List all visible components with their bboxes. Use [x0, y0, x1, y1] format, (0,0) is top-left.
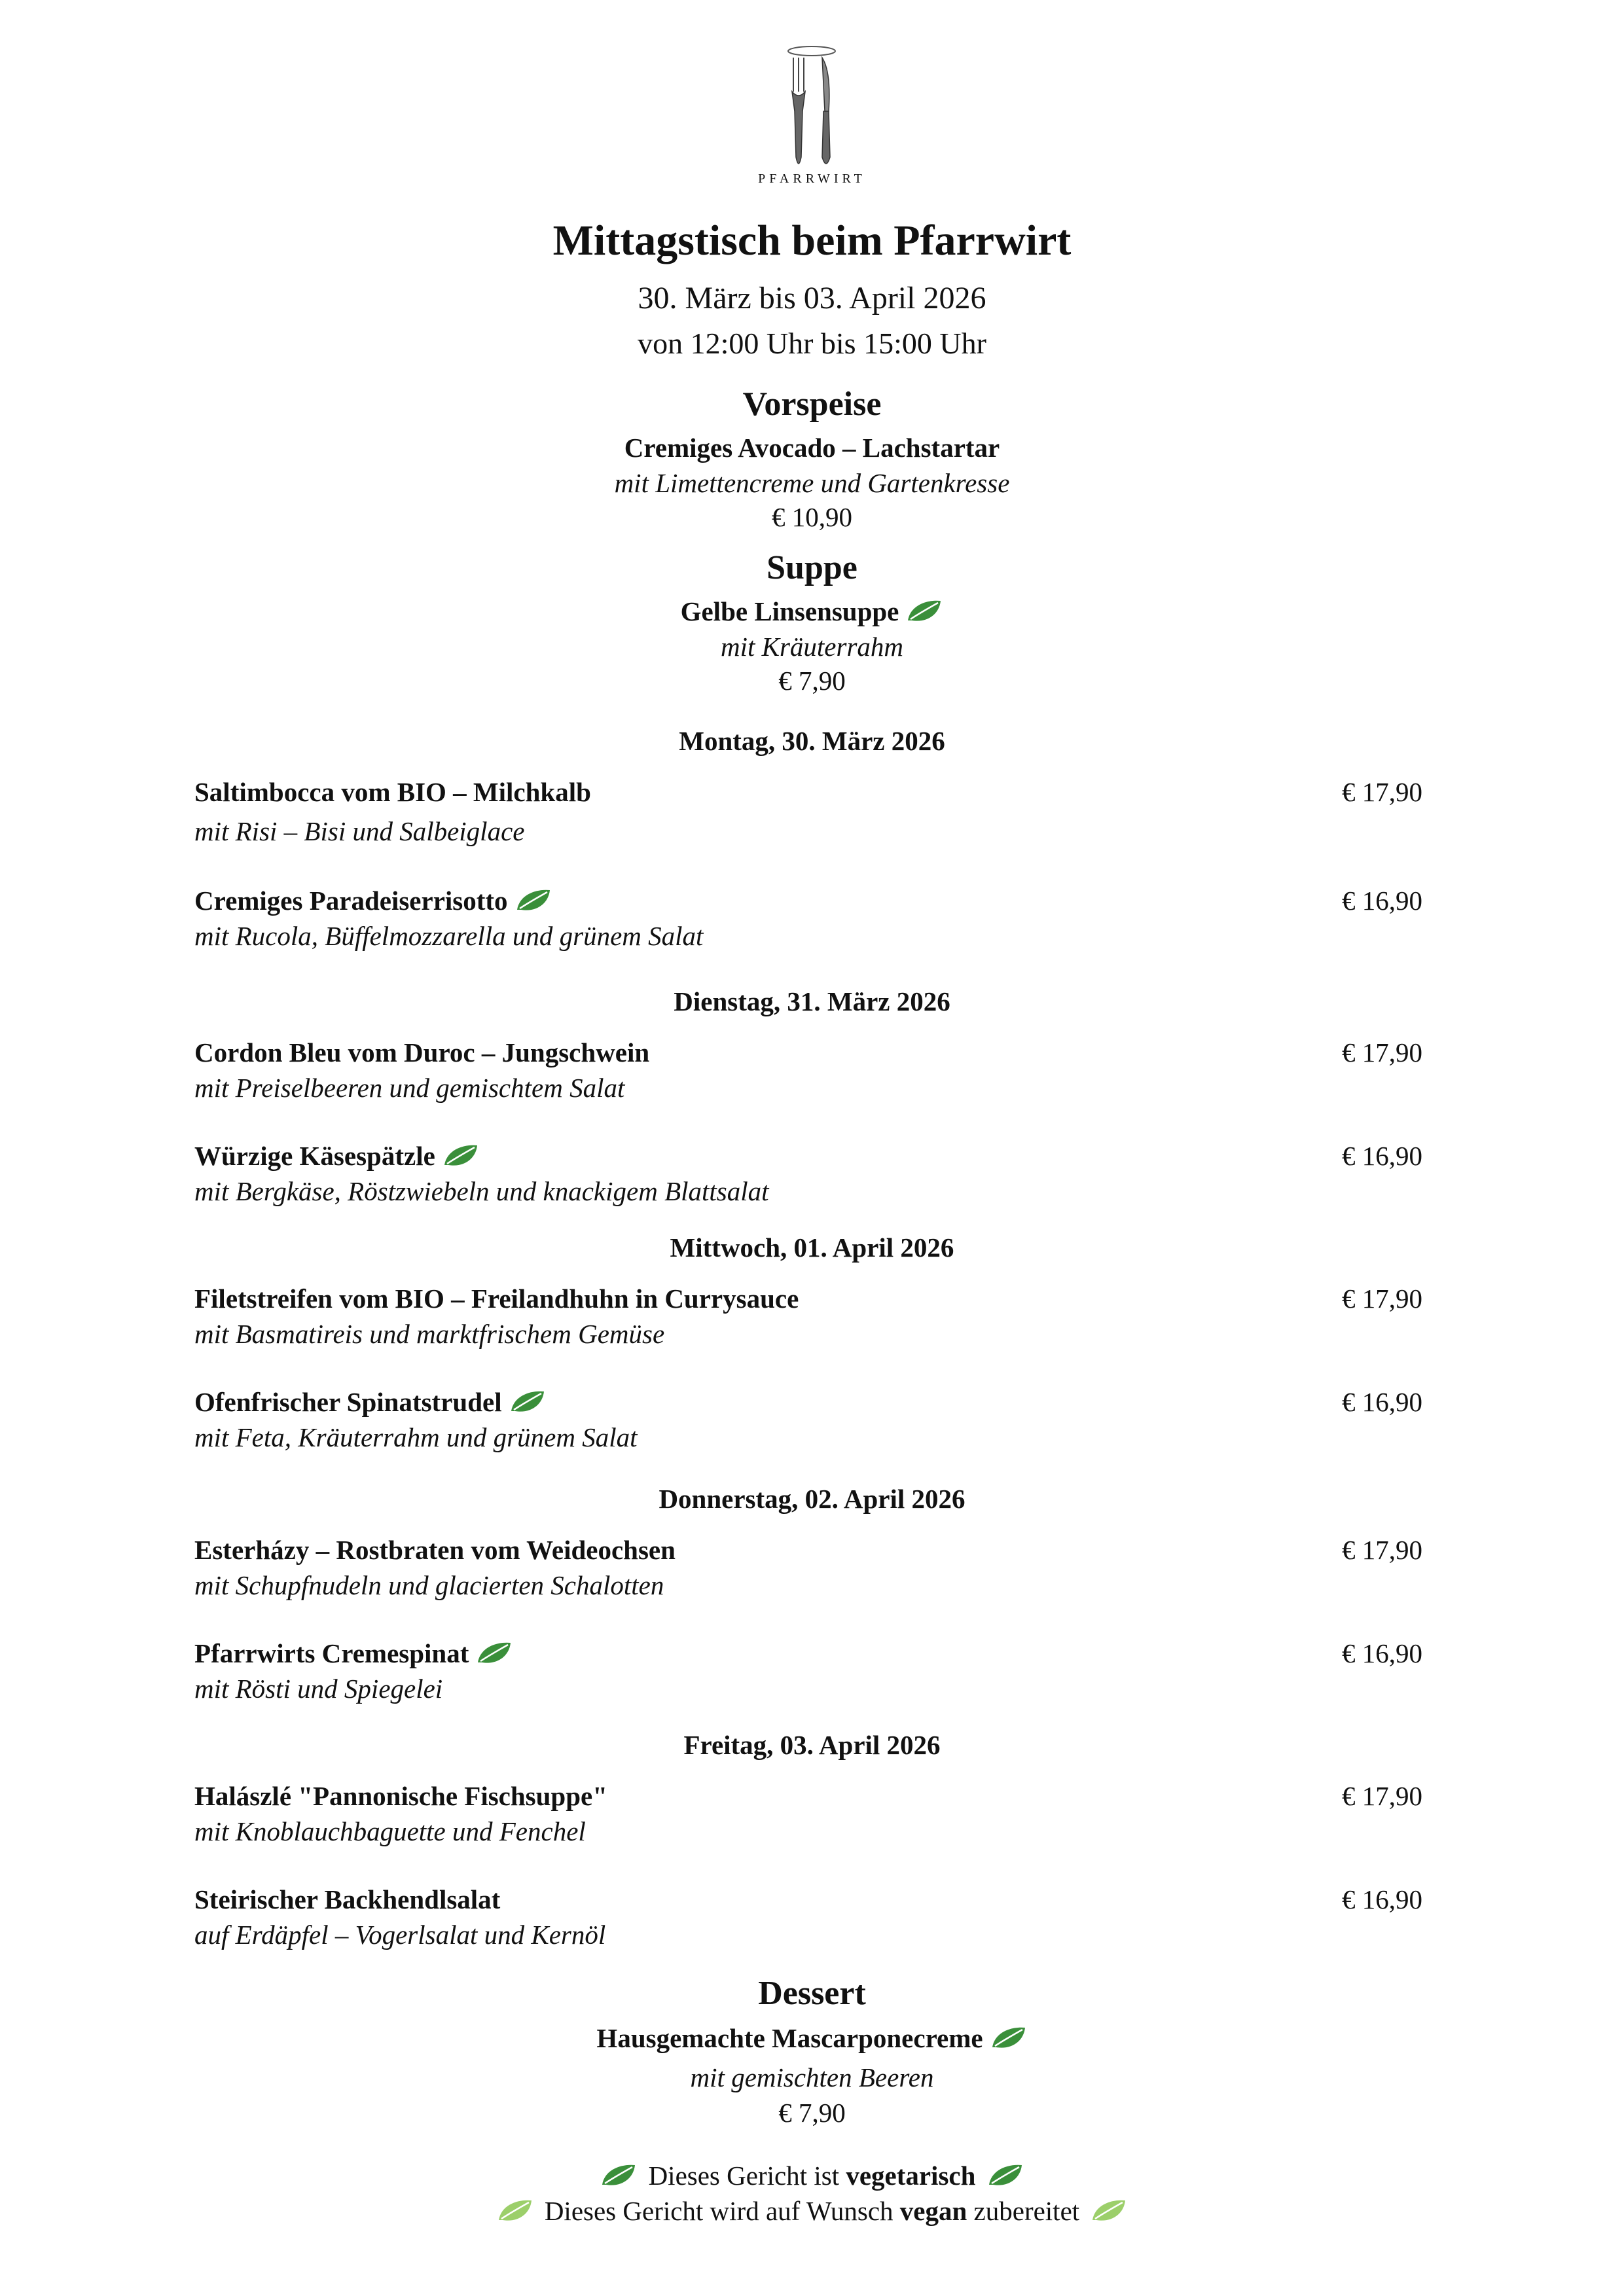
- dish-desc: mit Basmatireis und marktfrischem Gemüse: [194, 1319, 665, 1349]
- dish-name-text: Pfarrwirts Cremespinat: [194, 1638, 469, 1668]
- dish-price: € 17,90: [1342, 1781, 1422, 1811]
- restaurant-logo: [766, 39, 857, 190]
- vegan-leaf-icon: [496, 2198, 534, 2224]
- dish-desc: mit Schupfnudeln und glacierten Schalotten: [194, 1570, 664, 1600]
- starter-price: € 10,90: [772, 502, 852, 532]
- vegetarian-leaf-icon: [475, 1640, 513, 1666]
- soup-price: € 7,90: [778, 666, 846, 696]
- serving-hours: von 12:00 Uhr bis 15:00 Uhr: [638, 327, 986, 360]
- day-heading-thursday: Donnerstag, 02. April 2026: [659, 1484, 965, 1514]
- dish-name: Cordon Bleu vom Duroc – Jungschwein: [194, 1037, 650, 1067]
- dish-name: [194, 1386, 547, 1418]
- day-heading-wednesday: Mittwoch, 01. April 2026: [670, 1232, 954, 1263]
- soup-heading: Suppe: [767, 549, 857, 586]
- dish-desc: mit Knoblauchbaguette und Fenchel: [194, 1816, 586, 1846]
- soup-dish: [0, 596, 1624, 627]
- fork-knife-logo-icon: [766, 39, 857, 190]
- legend-vegan-bold: vegan: [899, 2196, 967, 2226]
- vegetarian-leaf-icon: [514, 888, 552, 914]
- legend-vegetarian: [0, 2160, 1624, 2191]
- legend-vegetarian-bold: vegetarisch: [846, 2161, 976, 2191]
- dessert-desc: mit gemischten Beeren: [690, 2062, 934, 2092]
- page-title: Mittagstisch beim Pfarrwirt: [552, 217, 1072, 264]
- dish-price: € 17,90: [1342, 777, 1422, 807]
- dish-price: € 16,90: [1342, 886, 1422, 916]
- dish-desc: auf Erdäpfel – Vogerlsalat und Kernöl: [194, 1920, 606, 1950]
- dish-desc: mit Rösti und Spiegelei: [194, 1674, 443, 1704]
- dish-desc: mit Preiselbeeren und gemischtem Salat: [194, 1073, 625, 1103]
- dish-name: Saltimbocca vom BIO – Milchkalb: [194, 777, 591, 807]
- vegetarian-leaf-icon: [509, 1389, 547, 1415]
- dish-name: Halászlé "Pannonische Fischsuppe": [194, 1781, 607, 1811]
- dish-price: € 17,90: [1342, 1037, 1422, 1067]
- soup-desc: mit Kräuterrahm: [720, 632, 904, 662]
- dish-price: € 16,90: [1342, 1638, 1422, 1668]
- dish-name-text: Würzige Käsespätzle: [194, 1141, 435, 1171]
- dish-name: Filetstreifen vom BIO – Freilandhuhn in Currysauce: [194, 1283, 799, 1314]
- dish-price: € 16,90: [1342, 1141, 1422, 1171]
- dish-name-text: Cremiges Paradeiserrisotto: [194, 886, 508, 916]
- dessert-heading: Dessert: [758, 1975, 866, 2012]
- starter-dish: Cremiges Avocado – Lachstartar: [624, 433, 1000, 463]
- dish-desc: mit Rucola, Büffelmozzarella und grünem Salat: [194, 921, 704, 951]
- dessert-dish-name: Hausgemachte Mascarponecreme: [596, 2023, 983, 2053]
- dessert-price: € 7,90: [778, 2098, 846, 2128]
- starter-heading: Vorspeise: [742, 386, 882, 423]
- legend-vegan-suffix: zubereitet: [973, 2196, 1080, 2226]
- dish-desc: mit Feta, Kräuterrahm und grünem Salat: [194, 1422, 638, 1452]
- vegetarian-leaf-icon: [990, 2025, 1028, 2051]
- dish-price: € 16,90: [1342, 1387, 1422, 1417]
- vegetarian-leaf-icon: [986, 2162, 1024, 2189]
- day-heading-friday: Freitag, 03. April 2026: [683, 1730, 941, 1760]
- dish-name: [194, 1638, 513, 1669]
- vegetarian-leaf-icon: [905, 598, 943, 624]
- day-heading-tuesday: Dienstag, 31. März 2026: [674, 986, 950, 1016]
- legend-vegan-text: Dieses Gericht wird auf Wunsch: [544, 2196, 893, 2226]
- date-range: 30. März bis 03. April 2026: [638, 281, 986, 315]
- dessert-dish: [0, 2022, 1624, 2054]
- dish-price: € 17,90: [1342, 1535, 1422, 1565]
- vegetarian-leaf-icon: [442, 1143, 480, 1169]
- day-heading-monday: Montag, 30. März 2026: [679, 726, 945, 756]
- starter-desc: mit Limettencreme und Gartenkresse: [614, 468, 1010, 498]
- vegetarian-leaf-icon: [600, 2162, 638, 2189]
- legend-vegetarian-text: Dieses Gericht ist: [648, 2161, 840, 2191]
- legend-vegan: [0, 2195, 1624, 2227]
- dish-price: € 17,90: [1342, 1283, 1422, 1314]
- brand-name: PFARRWIRT: [758, 171, 866, 186]
- dish-name: [194, 885, 552, 916]
- dish-name: Esterházy – Rostbraten vom Weideochsen: [194, 1535, 676, 1565]
- dish-desc: mit Risi – Bisi und Salbeiglace: [194, 816, 525, 846]
- dish-name-text: Ofenfrischer Spinatstrudel: [194, 1387, 502, 1417]
- dish-name: [194, 1140, 480, 1172]
- dish-name: Steirischer Backhendlsalat: [194, 1884, 501, 1914]
- dish-price: € 16,90: [1342, 1884, 1422, 1914]
- soup-dish-name: Gelbe Linsensuppe: [680, 596, 899, 626]
- dish-desc: mit Bergkäse, Röstzwiebeln und knackigem Blattsalat: [194, 1176, 769, 1206]
- vegan-leaf-icon: [1090, 2198, 1128, 2224]
